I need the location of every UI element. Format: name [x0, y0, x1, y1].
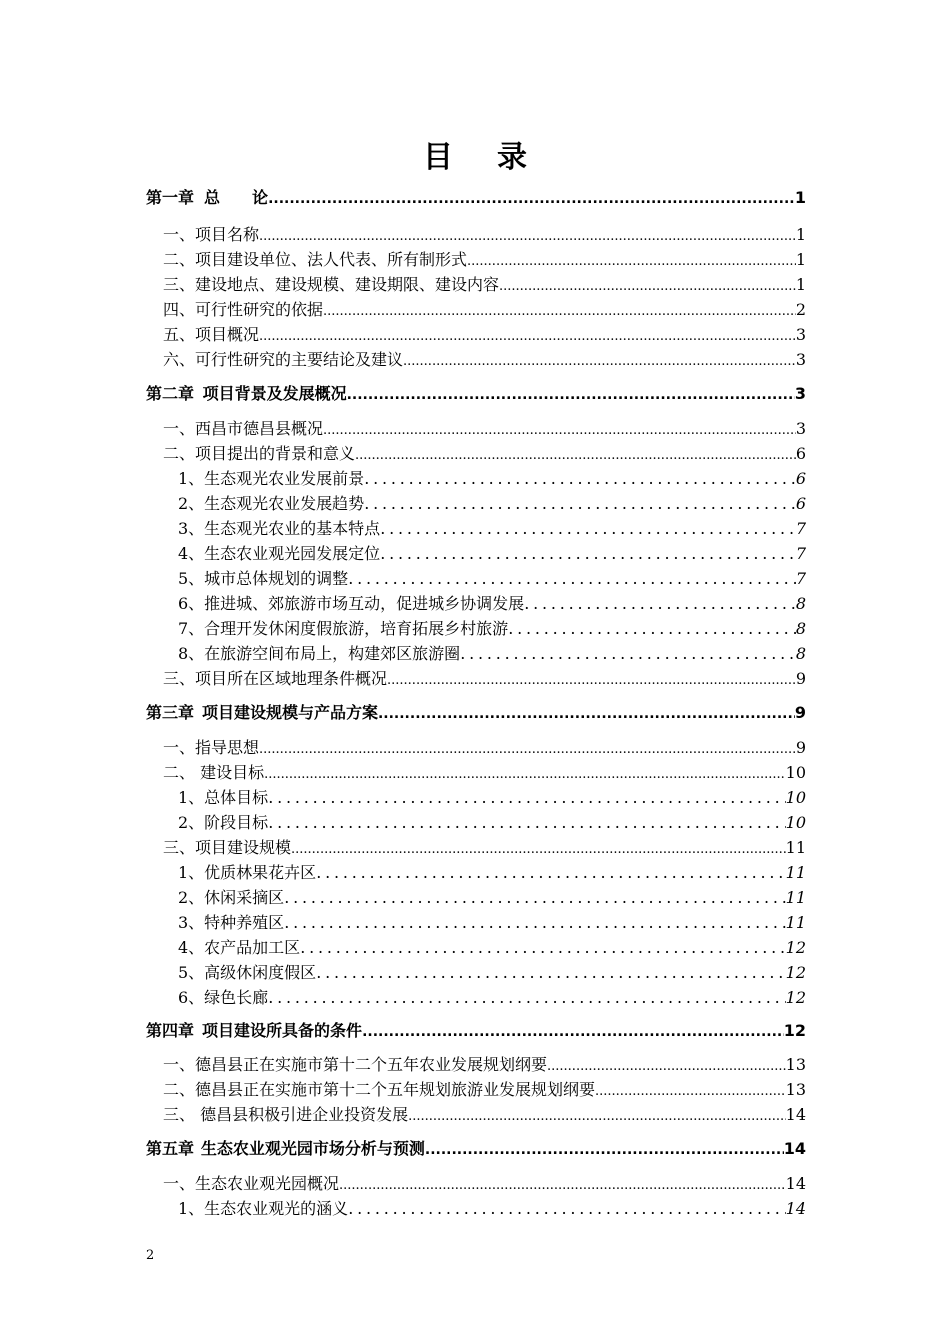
- toc-page-number: 11: [785, 888, 806, 907]
- toc-page-number: 7: [795, 544, 806, 563]
- toc-entry[interactable]: [163, 247, 806, 270]
- toc-page-number: 8: [795, 594, 806, 613]
- toc-page-number: 12: [785, 963, 806, 982]
- toc-entry-title: 三、 德昌县积极引进企业投资发展: [163, 1105, 409, 1124]
- toc-entry-title: 生态农业观光园市场分析与预测: [200, 1139, 425, 1158]
- toc-entry-title: 项目建设所具备的条件: [202, 1021, 363, 1040]
- toc-entry-title: 5、城市总体规划的调整: [178, 569, 349, 588]
- toc-entry-title: 3、特种养殖区: [178, 913, 285, 932]
- toc-page-number: 14: [785, 1105, 806, 1124]
- toc-entry-title: 6、绿色长廊: [178, 988, 269, 1007]
- toc-leader-dots: [355, 448, 796, 463]
- toc-entry-title: 4、生态农业观光园发展定位: [178, 544, 381, 563]
- toc-entry-title: 三、项目所在区域地理条件概况: [163, 669, 388, 688]
- page-number: 2: [146, 1248, 155, 1263]
- toc-chapter-number: 第一章: [146, 188, 195, 207]
- toc-leader-dots: [268, 813, 785, 832]
- toc-leader-dots: [268, 191, 795, 207]
- toc-chapter-entry[interactable]: [146, 1136, 806, 1159]
- toc-chapter-entry[interactable]: [146, 1018, 806, 1041]
- toc-leader-dots: [284, 913, 785, 932]
- toc-leader-dots: [259, 329, 796, 344]
- toc-leader-dots: [348, 569, 796, 588]
- toc-page-number: 1: [794, 188, 806, 207]
- toc-leader-dots: [364, 469, 796, 488]
- toc-page-number: 9: [794, 703, 806, 722]
- toc-entry-title: 1、生态观光农业发展前景: [178, 469, 365, 488]
- toc-leader-dots: [339, 1178, 786, 1193]
- toc-entry-title: 二、项目建设单位、法人代表、所有制形式: [163, 250, 468, 269]
- toc-page-number: 13: [785, 1080, 806, 1099]
- toc-page-number: 12: [783, 1021, 806, 1040]
- toc-page-number: 13: [785, 1055, 806, 1074]
- toc-entry[interactable]: [178, 785, 806, 808]
- toc-page-number: 8: [795, 619, 806, 638]
- toc-leader-dots: [499, 279, 796, 294]
- toc-entry[interactable]: [163, 1102, 806, 1125]
- toc-entry-title: 二、 建设目标: [163, 763, 265, 782]
- toc-entry[interactable]: [163, 760, 806, 783]
- toc-leader-dots: [259, 229, 796, 244]
- toc-entry-title: 1、总体目标: [178, 788, 269, 807]
- toc-leader-dots: [380, 519, 796, 538]
- toc-leader-dots: [460, 644, 796, 663]
- toc-page-number: 1: [795, 275, 806, 294]
- toc-leader-dots: [316, 863, 785, 882]
- toc-chapter-entry[interactable]: [146, 185, 806, 208]
- toc-entry-title: 三、建设地点、建设规模、建设期限、建设内容: [163, 275, 500, 294]
- toc-page-number: 12: [785, 938, 806, 957]
- toc-entry[interactable]: [163, 272, 806, 295]
- toc-entry-title: 2、阶段目标: [178, 813, 269, 832]
- toc-entry-title: 5、高级休闲度假区: [178, 963, 317, 982]
- toc-page-number: 11: [785, 838, 806, 857]
- toc-page-number: 6: [795, 494, 806, 513]
- toc-entry[interactable]: [178, 616, 806, 639]
- toc-entry[interactable]: [163, 1077, 806, 1100]
- toc-page-number: 11: [785, 913, 806, 932]
- toc-entry-title: 1、生态农业观光的涵义: [178, 1199, 349, 1218]
- toc-entry[interactable]: [178, 466, 806, 489]
- toc-chapter-number: 第二章: [146, 384, 195, 403]
- toc-leader-dots: [508, 619, 796, 638]
- toc-leader-dots: [547, 1059, 786, 1074]
- toc-entry-title: 2、休闲采摘区: [178, 888, 285, 907]
- page-title: 目录: [423, 140, 571, 175]
- toc-leader-dots: [425, 1142, 784, 1158]
- toc-entry[interactable]: [163, 1052, 806, 1075]
- toc-leader-dots: [380, 544, 796, 563]
- toc-page-number: 11: [785, 863, 806, 882]
- toc-entry[interactable]: [178, 516, 806, 539]
- toc-leader-dots: [403, 354, 796, 369]
- toc-entry-title: 1、优质林果花卉区: [178, 863, 317, 882]
- toc-leader-dots: [387, 673, 796, 688]
- toc-entry[interactable]: [178, 566, 806, 589]
- toc-entry[interactable]: [178, 885, 806, 908]
- toc-entry-title: 一、西昌市德昌县概况: [163, 419, 324, 438]
- toc-entry[interactable]: [178, 860, 806, 883]
- toc-entry[interactable]: [178, 985, 806, 1008]
- toc-chapter-entry[interactable]: [146, 381, 806, 404]
- toc-leader-dots: [595, 1084, 786, 1099]
- toc-page-number: 6: [795, 469, 806, 488]
- toc-entry[interactable]: [163, 416, 806, 439]
- toc-chapter-number: 第五章: [146, 1139, 195, 1158]
- toc-entry-title: 6、推进城、郊旅游市场互动，促进城乡协调发展: [178, 594, 525, 613]
- toc-entry-title: 五、项目概况: [163, 325, 260, 344]
- toc-entry-title: 六、可行性研究的主要结论及建议: [163, 350, 404, 369]
- toc-page-number: 8: [795, 644, 806, 663]
- toc-entry-title: 一、项目名称: [163, 225, 260, 244]
- toc-leader-dots: [524, 594, 796, 613]
- toc-chapter-number: 第四章: [146, 1021, 195, 1040]
- toc-page-number: 9: [795, 738, 806, 757]
- toc-page-number: 1: [795, 225, 806, 244]
- toc-entry-title: 8、在旅游空间布局上，构建郊区旅游圈: [178, 644, 461, 663]
- toc-leader-dots: [268, 988, 785, 1007]
- toc-leader-dots: [378, 706, 795, 722]
- toc-leader-dots: [467, 254, 796, 269]
- toc-entry[interactable]: [178, 491, 806, 514]
- toc-chapter-entry[interactable]: [146, 700, 806, 723]
- toc-entry-title: 总 论: [204, 188, 269, 207]
- toc-entry-title: 一、指导思想: [163, 738, 260, 757]
- toc-leader-dots: [323, 423, 796, 438]
- toc-entry[interactable]: [178, 541, 806, 564]
- toc-entry[interactable]: [178, 910, 806, 933]
- toc-page-number: 1: [795, 250, 806, 269]
- toc-entry-title: 三、项目建设规模: [163, 838, 292, 857]
- toc-page-number: 10: [785, 763, 806, 782]
- toc-chapter-number: 第三章: [146, 703, 195, 722]
- toc-entry-title: 项目建设规模与产品方案: [201, 703, 378, 722]
- toc-entry[interactable]: [163, 222, 806, 245]
- toc-leader-dots: [316, 963, 785, 982]
- toc-page-number: 3: [795, 350, 806, 369]
- toc-leader-dots: [300, 938, 785, 957]
- toc-leader-dots: [348, 1199, 785, 1218]
- toc-entry-title: 7、合理开发休闲度假旅游，培育拓展乡村旅游: [178, 619, 509, 638]
- toc-entry-title: 四、可行性研究的依据: [163, 300, 324, 319]
- toc-page-number: 12: [785, 988, 806, 1007]
- toc-page-number: 6: [795, 444, 806, 463]
- toc-leader-dots: [408, 1109, 786, 1124]
- toc-page-number: 14: [783, 1139, 806, 1158]
- toc-page-number: 7: [795, 519, 806, 538]
- toc-leader-dots: [347, 387, 795, 403]
- toc-entry[interactable]: [163, 735, 806, 758]
- toc-leader-dots: [259, 742, 796, 757]
- toc-page-number: 2: [795, 300, 806, 319]
- toc-entry-title: 二、德昌县正在实施市第十二个五年规划旅游业发展规划纲要: [163, 1080, 596, 1099]
- toc-entry-title: 2、生态观光农业发展趋势: [178, 494, 365, 513]
- toc-entry[interactable]: [178, 591, 806, 614]
- toc-entry[interactable]: [178, 935, 806, 958]
- toc-entry-title: 二、项目提出的背景和意义: [163, 444, 356, 463]
- toc-entry-title: 3、生态观光农业的基本特点: [178, 519, 381, 538]
- toc-leader-dots: [362, 1024, 784, 1040]
- toc-entry[interactable]: [178, 810, 806, 833]
- toc-page-number: 14: [785, 1199, 806, 1218]
- toc-page-number: 7: [795, 569, 806, 588]
- toc-leader-dots: [291, 842, 786, 857]
- toc-page-number: 9: [795, 669, 806, 688]
- toc-entry-title: 一、德昌县正在实施市第十二个五年农业发展规划纲要: [163, 1055, 548, 1074]
- toc-page-number: 10: [785, 813, 806, 832]
- toc-entry-title: 一、生态农业观光园概况: [163, 1174, 340, 1193]
- toc-entry[interactable]: [178, 641, 806, 664]
- toc-entry[interactable]: [163, 347, 806, 370]
- toc-entry[interactable]: [178, 1196, 806, 1219]
- toc-leader-dots: [364, 494, 796, 513]
- toc-page-number: 3: [795, 325, 806, 344]
- toc-entry[interactable]: [163, 666, 806, 689]
- toc-entry-title: 项目背景及发展概况: [202, 384, 347, 403]
- toc-entry[interactable]: [163, 297, 806, 320]
- toc-entry-title: 4、农产品加工区: [178, 938, 301, 957]
- toc-page-number: 14: [785, 1174, 806, 1193]
- toc-page-number: 3: [795, 419, 806, 438]
- toc-leader-dots: [268, 788, 785, 807]
- toc-page-number: 10: [785, 788, 806, 807]
- toc-leader-dots: [284, 888, 785, 907]
- toc-leader-dots: [264, 767, 786, 782]
- toc-entry[interactable]: [163, 1171, 806, 1194]
- toc-entry[interactable]: [178, 960, 806, 983]
- toc-entry[interactable]: [163, 322, 806, 345]
- toc-page-number: 3: [794, 384, 806, 403]
- toc-leader-dots: [323, 304, 796, 319]
- toc-entry[interactable]: [163, 835, 806, 858]
- toc-entry[interactable]: [163, 441, 806, 464]
